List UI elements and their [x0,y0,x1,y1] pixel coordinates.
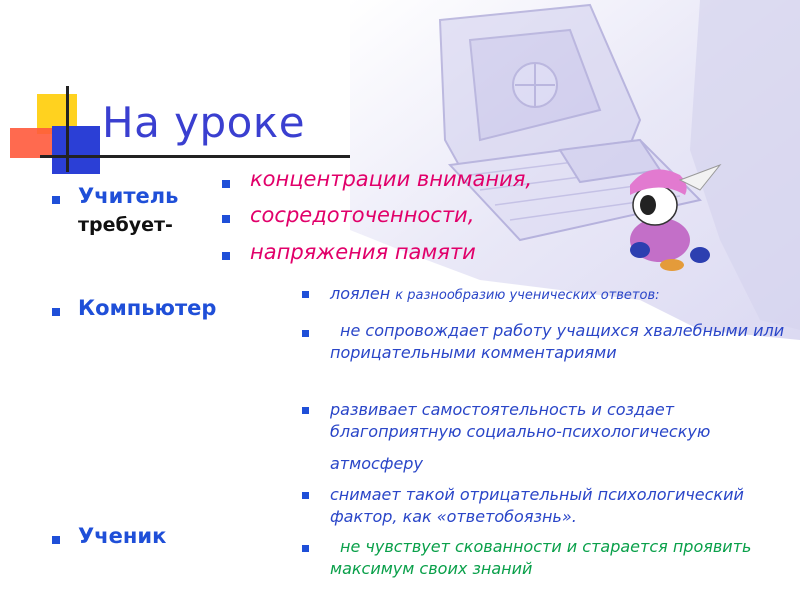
computer-point [330,283,790,307]
student-point: не чувствует скованности и старается проявить максимум своих знаний [330,537,752,578]
computer-point-rest: к разнообразию ученических ответов: [395,288,660,303]
student-label: Ученик [78,524,167,548]
requirement-item: сосредоточенности, [250,203,475,227]
computer-point-bullet [302,291,309,298]
computer-point-continued: атмосферу [330,454,423,473]
requirement-bullet [222,215,230,223]
teacher-sub-label: требует- [78,214,173,236]
requirement-bullet [222,180,230,188]
computer-point-bullet [302,330,309,337]
computer-point-bullet [302,492,309,499]
decor-blue-square [52,126,100,174]
computer-point: снимает такой отрицательный психологический фактор, как «ответобоязнь». [330,485,744,526]
requirement-item: концентрации внимания, [250,167,533,191]
slide-title: На уроке [102,98,306,147]
requirement-bullet [222,252,230,260]
decor-vertical-line [66,86,69,172]
student-point-bullet [302,545,309,552]
computer-point: развивает самостоятельность и создает благоприятную социально-психологическую [330,400,711,441]
computer-bullet [52,308,60,316]
computer-point-bullet [302,407,309,414]
requirement-item: напряжения памяти [250,240,476,264]
student-bullet [52,536,60,544]
decor-horizontal-line [40,155,350,158]
teacher-label: Учитель [78,184,179,208]
computer-point-lead: лоялен [330,284,391,303]
computer-point: не сопровождает работу учащихся хвалебными или порицательными комментариями [330,321,785,362]
teacher-bullet [52,196,60,204]
computer-label: Компьютер [78,296,217,320]
